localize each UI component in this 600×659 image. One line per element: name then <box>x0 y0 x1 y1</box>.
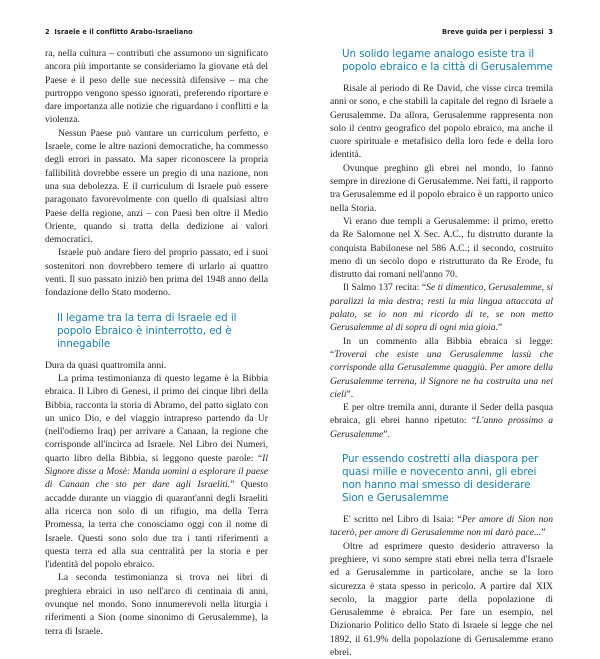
paragraph: Dura da quasi quattromila anni. <box>45 359 167 371</box>
paragraph-comment <box>330 335 553 401</box>
running-head-title: Israele e il conflitto Arabo-Israeliano <box>54 28 193 36</box>
paragraph: Ovunque preghino gli ebrei nel mondo, lo fanno sempre in direzione di Gerusalemme. Nei fatti, il rapporto tra Gerusalemme ed il popolo ebraico è un rapporto unico nella Storia. <box>330 162 553 214</box>
text: ” <box>541 527 546 539</box>
text: La prima testimonianza di questo legame è la Bibbia ebraica. Il Libro di Genesi, il primo dei cinque libri della Bibbia, racconta la storia di Abramo, del patto siglato con un unico Dio, e del viaggio intrapreso partendo da Ur (nell'odierno Iraq) per arrivare a Canaan, la regione che corrisponde all'incirca ad Israele. Nel Libro dei Numeri, quarto libro della Bibbia, si leggono queste parole: “ <box>45 372 268 464</box>
comment-quote: Troverai che esiste una Gerusalemme lassù che corrisponde alla Gerusalemme quaggiù. Per amore della Gerusalemme terrena, il Signore ne ha costruita una nei cieli <box>330 348 553 400</box>
running-head-title: Breve guida per i perplessi <box>442 28 544 36</box>
paragraph-isaiah <box>330 513 553 540</box>
paragraph: Oltre ad esprimere questo desiderio attraverso la preghiere, vi sono sempre stati ebrei nella terra d'Israele ed a Gerusalemme in particolare, anche se la loro sicurezza è stata spesso in pericolo. A partire dal XIX secolo, la maggior parte della popolazione di Gerusalemme è ebraica. Per fare un esempio, nel Dizionario Politico dello Stato di Israele si legge che nel 1892, il 61.9% della popolazione di Gerusalemme erano ebrei. <box>330 540 553 658</box>
text: ” <box>497 322 503 334</box>
section-heading: Il legame tra la terra di Israele ed il popolo Ebraico è ininterrotto, ed è innegabile <box>57 311 237 350</box>
bible-quote: Il Signore disse a Mosè: Manda uomini a esplorare il paese di Canaan che sto per dare agli Israeliti. <box>45 452 268 491</box>
paragraph-seder <box>330 401 553 441</box>
paragraph-psalm <box>330 281 553 334</box>
seder-quote: L'anno prossimo a Gerusalemme <box>330 415 553 440</box>
page-number: 2 <box>45 28 50 36</box>
right-page <box>300 0 600 658</box>
paragraph: Vi erano due templi a Gerusalemme: il primo, eretto da Re Salomone nel X Sec. A.C., fu distrutto durante la conquista Babilonese nel 586 A.C.; il secondo, costruito meno di un secolo dopo e ristrutturato da Re Erode, fu distrutto dai romani nell'anno 70. <box>330 215 553 281</box>
paragraph: Risale al periodo di Re David, che visse circa tremila anni or sono, e che stabilì la capitale del regno di Israele a Gerusalemme. Da allora, Gerusalemme rappresenta non solo il centro geografico del popolo ebraico, ma anche il cuore spirituale e metafisico della loro fede e della loro identità. <box>330 83 553 161</box>
running-head-right <box>442 28 553 36</box>
left-page <box>0 0 300 637</box>
paragraph: ra, nella cultura – contributi che assumono un significato ancora più importante se consideriamo la giovane età del Paese e il peso delle sue necessità difensive – ma che purtroppo vengono spesso ignorati, preferendo riportare e dare importanza alle notizie che riguardano i conflitti e la violenza. <box>45 48 268 126</box>
text: Il Salmo 137 recita: “ <box>343 282 427 294</box>
paragraph: Israele può andare fiero del proprio passato, ed i suoi sostenitori non dovrebbero temere di urlarlo ai quattro venti. Il suo passato iniziò ben prima del 1948 anno della fondazione dello Stato moderno. <box>45 247 268 299</box>
text: ”. <box>383 428 390 440</box>
section-heading: Pur essendo costretti alla diaspora per quasi mille e novecento anni, gli ebrei non hanno mai smesso di desiderare Sion e Gerusalemme <box>342 453 539 505</box>
paragraph: Nessun Paese può vantare un curriculum perfetto, e Israele, come le altre nazioni democratiche, ha commesso degli errori in passato. Ma saper riconoscere la propria fallibilità dovrebbe essere un pregio di una nazione, non una sua debolezza. E il curriculum di Israele può essere paragonato favorevolmente con quello di qualsiasi altro Paese della regione, anzi – con Paesi ben oltre il Medio Oriente, quando si tratta della dedizione ai valori democratici. <box>45 127 268 246</box>
text: ”. <box>346 388 354 400</box>
text: E per oltre tremila anni, durante il Seder della pasqua ebraica, gli ebrei hanno ripetuto: “ <box>330 402 553 427</box>
text: In un commento alla Bibbia ebraica si legge: “ <box>330 335 553 360</box>
left-page-body <box>45 47 268 638</box>
isaiah-quote: Per amore di Sion non tacerò, per amore di Gerusalemme non mi darò pace... <box>330 514 553 539</box>
text: ” Questo accadde durante un viaggio di quarant'anni degli Israeliti alla ricerca non solo di un rifugio, ma della Terra Promessa, la terra che conosciamo oggi con il nome di Israele. Questi sono solo due tra i tanti riferimenti a questa terra ed alla sua centralità per la storia e per l'identità del popolo ebraico. <box>45 479 268 571</box>
running-head-left <box>45 28 193 36</box>
paragraph: La seconda testimonianza si trova nei libri di preghiera ebraici in uso nell'arco di centinaia di anni, ovunque nel mondo. Sono innumerevoli nella liturgia i riferimenti a Sion (nome sinonimo di Gerusalemme), la terra di Israele. <box>45 572 268 637</box>
text: E' scritto nel Libro di Isaia: “ <box>343 514 462 526</box>
psalm-quote: Se ti dimentico, Gerusalemme, si paralizzi la mia destra; resti la mia lingua attaccata al palato, se io non mi ricordo di te, se non metto Gerusalemme al di sopra di ogni mia gioia. <box>330 282 554 334</box>
right-page-body <box>330 48 553 659</box>
page-number: 3 <box>548 28 553 36</box>
section-heading: Un solido legame analogo esiste tra il popolo ebraico e la città di Gerusalemme <box>342 48 553 73</box>
paragraph-bible <box>45 372 268 571</box>
